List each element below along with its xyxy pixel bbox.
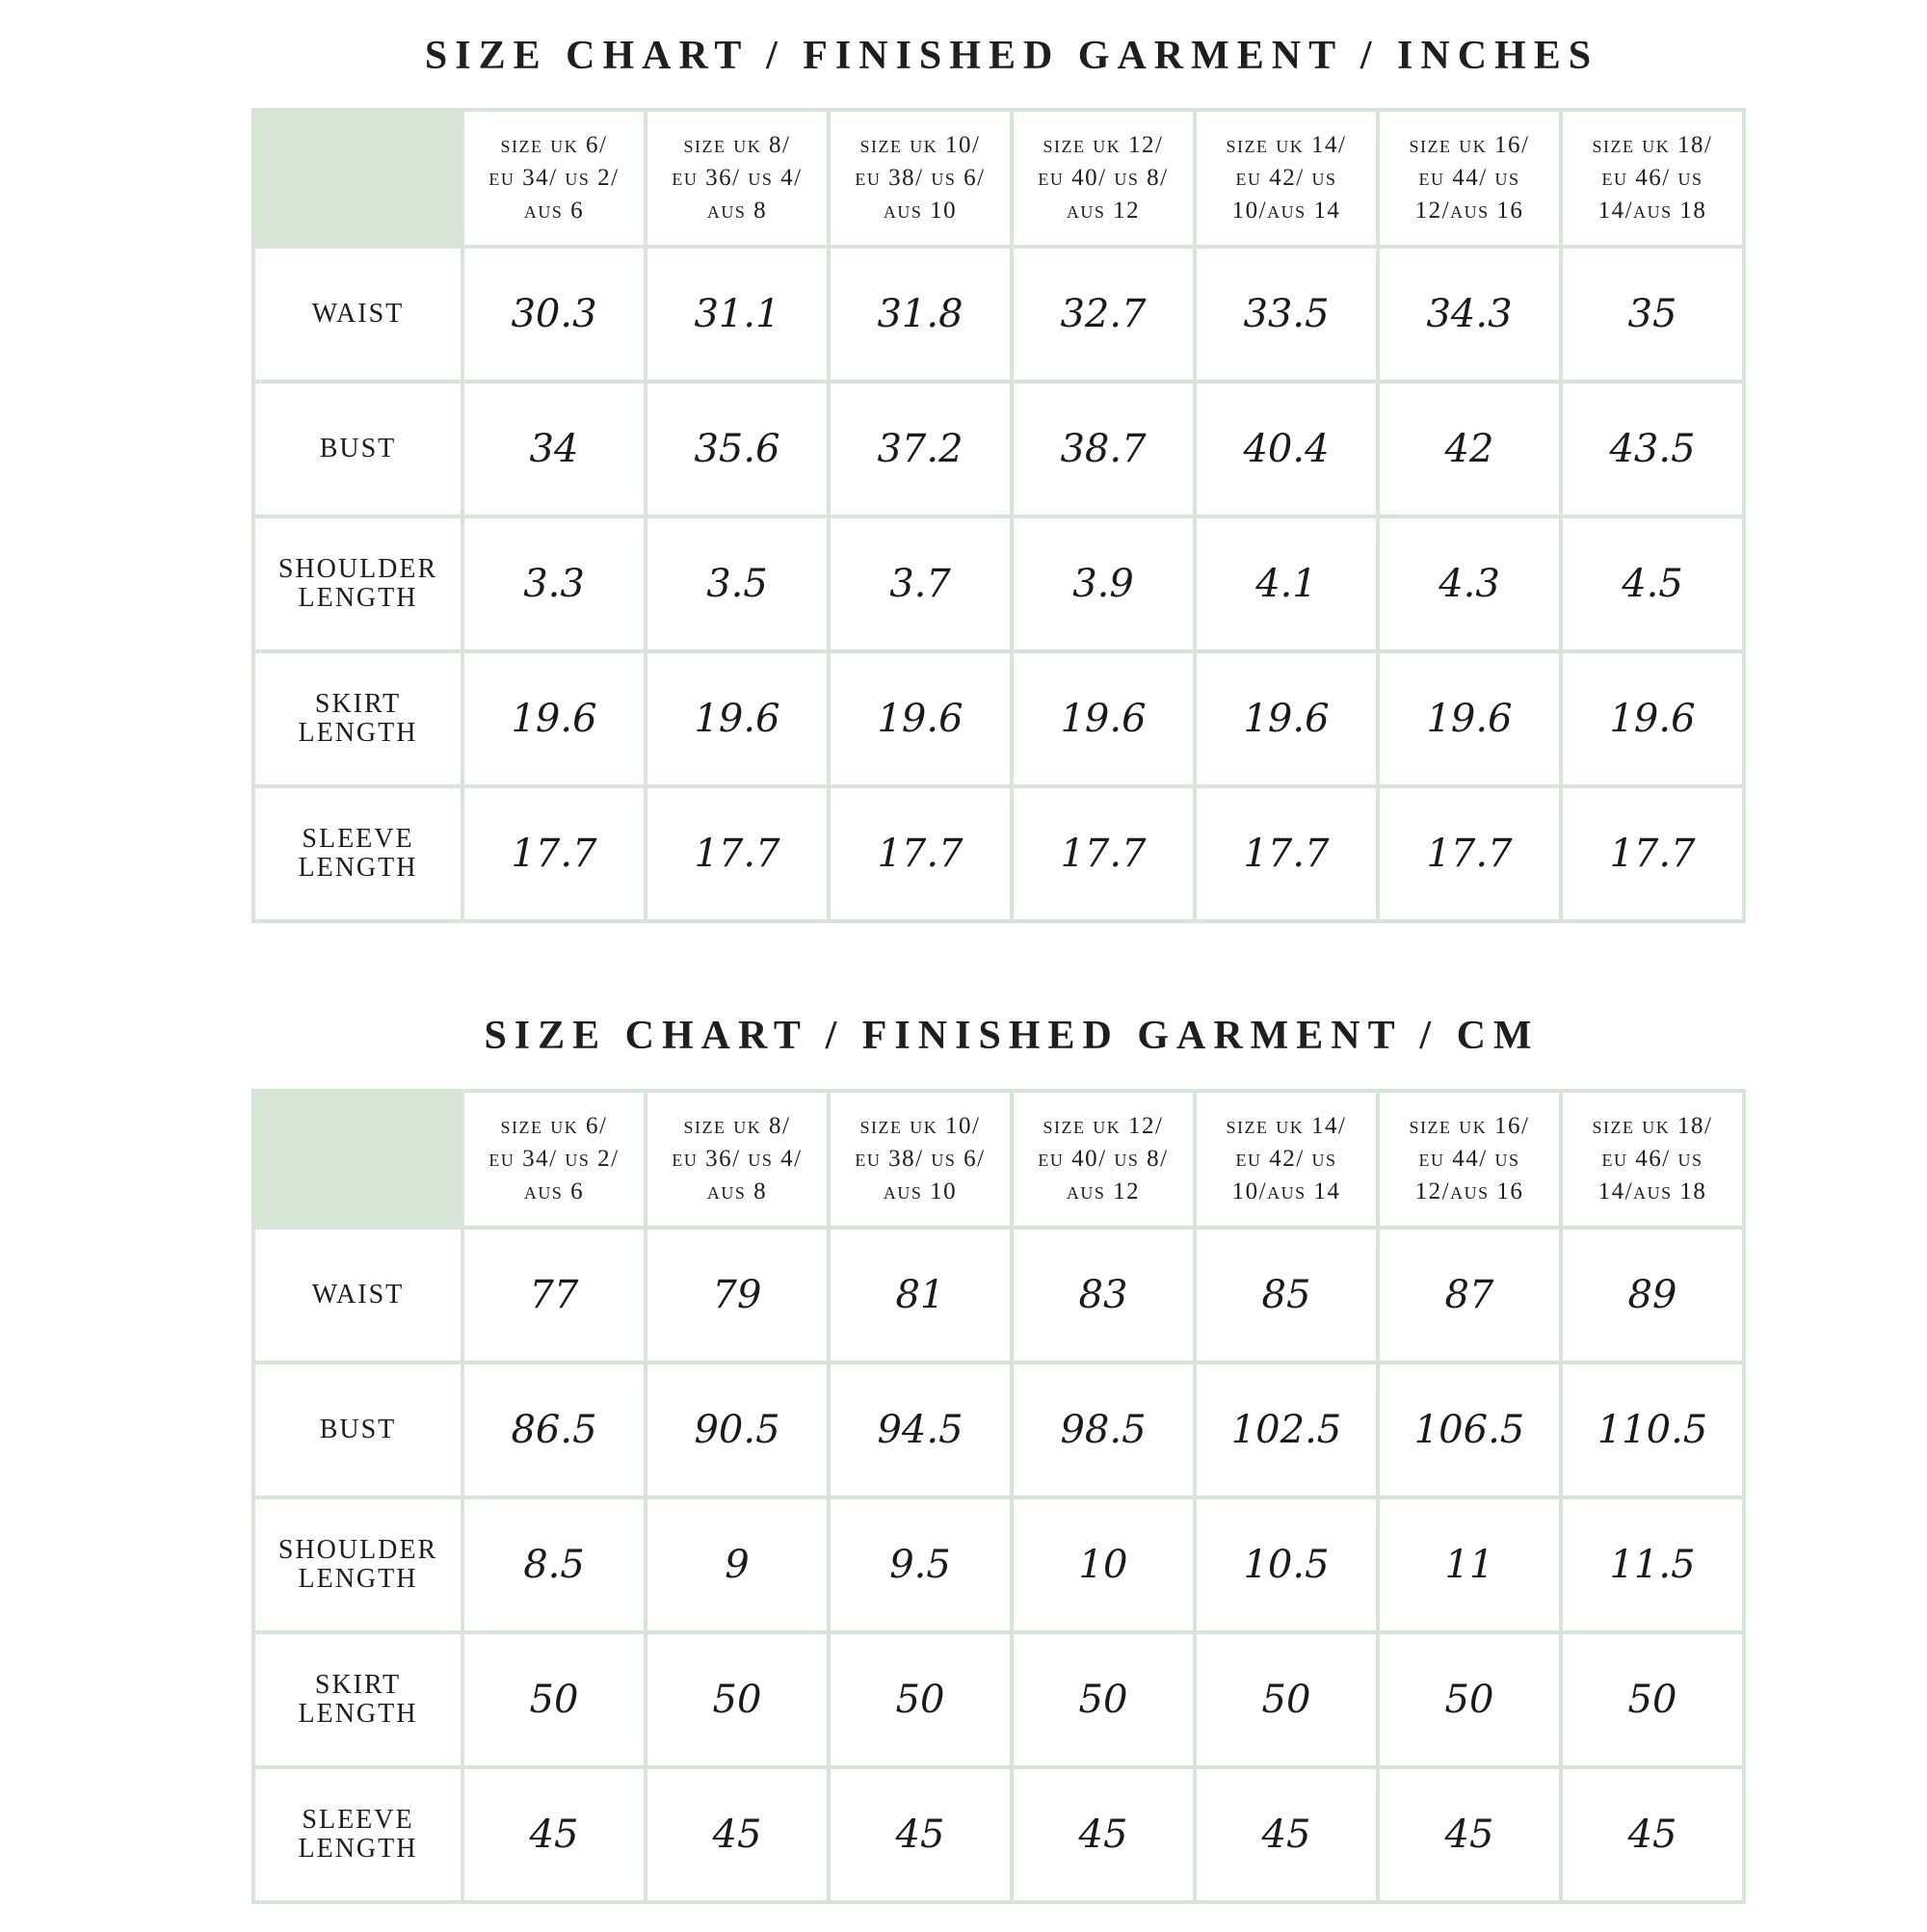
- measurement-value: 79: [646, 1228, 829, 1363]
- measurement-value: 17.7: [1012, 786, 1195, 921]
- measurement-label: SHOULDER LENGTH: [253, 1497, 462, 1632]
- measurement-value: 17.7: [646, 786, 829, 921]
- size-column-header: size uk 18/ eu 46/ us 14/aus 18: [1561, 1091, 1744, 1228]
- measurement-value: 17.7: [1561, 786, 1744, 921]
- size-header-row: [253, 1091, 1744, 1228]
- measurement-value: 10: [1012, 1497, 1195, 1632]
- measurement-value: 19.6: [1378, 651, 1561, 786]
- measurement-value: 50: [462, 1632, 646, 1767]
- measurement-label: WAIST: [253, 247, 462, 382]
- measurement-label: WAIST: [253, 1228, 462, 1363]
- measurement-row: [253, 651, 1744, 786]
- measurement-value: 50: [646, 1632, 829, 1767]
- measurement-value: 90.5: [646, 1363, 829, 1497]
- measurement-value: 17.7: [829, 786, 1012, 921]
- size-column-header: size uk 12/ eu 40/ us 8/ aus 12: [1012, 1091, 1195, 1228]
- measurement-label: BUST: [253, 382, 462, 516]
- measurement-value: 34.3: [1378, 247, 1561, 382]
- measurement-value: 32.7: [1012, 247, 1195, 382]
- measurement-label: SLEEVE LENGTH: [253, 1767, 462, 1902]
- measurement-value: 17.7: [1195, 786, 1378, 921]
- measurement-value: 83: [1012, 1228, 1195, 1363]
- measurement-value: 19.6: [646, 651, 829, 786]
- measurement-row: [253, 1228, 1744, 1363]
- size-column-header: size uk 16/ eu 44/ us 12/aus 16: [1378, 1091, 1561, 1228]
- header-corner-cell: [253, 110, 462, 247]
- measurement-row: [253, 1767, 1744, 1902]
- measurement-row: [253, 1632, 1744, 1767]
- measurement-value: 106.5: [1378, 1363, 1561, 1497]
- measurement-value: 34: [462, 382, 646, 516]
- measurement-row: [253, 382, 1744, 516]
- size-chart-inches-table: [251, 108, 1746, 923]
- size-column-header: size uk 14/ eu 42/ us 10/aus 14: [1195, 110, 1378, 247]
- size-header-row: [253, 110, 1744, 247]
- measurement-value: 50: [1561, 1632, 1744, 1767]
- measurement-value: 110.5: [1561, 1363, 1744, 1497]
- measurement-value: 94.5: [829, 1363, 1012, 1497]
- measurement-value: 9: [646, 1497, 829, 1632]
- measurement-label: SLEEVE LENGTH: [253, 786, 462, 921]
- measurement-value: 35.6: [646, 382, 829, 516]
- size-column-header: size uk 16/ eu 44/ us 12/aus 16: [1378, 110, 1561, 247]
- measurement-value: 77: [462, 1228, 646, 1363]
- measurement-value: 19.6: [1561, 651, 1744, 786]
- measurement-value: 19.6: [462, 651, 646, 786]
- size-column-header: size uk 8/ eu 36/ us 4/ aus 8: [646, 1091, 829, 1228]
- measurement-value: 17.7: [1378, 786, 1561, 921]
- measurement-value: 43.5: [1561, 382, 1744, 516]
- measurement-value: 50: [1378, 1632, 1561, 1767]
- measurement-label: SKIRT LENGTH: [253, 1632, 462, 1767]
- measurement-value: 31.1: [646, 247, 829, 382]
- measurement-value: 3.3: [462, 516, 646, 651]
- measurement-value: 4.1: [1195, 516, 1378, 651]
- measurement-value: 45: [1561, 1767, 1744, 1902]
- measurement-value: 42: [1378, 382, 1561, 516]
- size-chart-cm-title: SIZE CHART / FINISHED GARMENT / CM: [484, 1014, 1540, 1058]
- measurement-value: 102.5: [1195, 1363, 1378, 1497]
- measurement-value: 19.6: [829, 651, 1012, 786]
- measurement-value: 45: [646, 1767, 829, 1902]
- size-column-header: size uk 6/ eu 34/ us 2/ aus 6: [462, 110, 646, 247]
- size-chart-cm-table: [251, 1089, 1746, 1904]
- measurement-label: SHOULDER LENGTH: [253, 516, 462, 651]
- measurement-label: SKIRT LENGTH: [253, 651, 462, 786]
- measurement-value: 50: [1195, 1632, 1378, 1767]
- measurement-value: 11.5: [1561, 1497, 1744, 1632]
- measurement-value: 45: [1012, 1767, 1195, 1902]
- measurement-value: 50: [1012, 1632, 1195, 1767]
- measurement-value: 30.3: [462, 247, 646, 382]
- measurement-value: 10.5: [1195, 1497, 1378, 1632]
- size-column-header: size uk 10/ eu 38/ us 6/ aus 10: [829, 110, 1012, 247]
- measurement-row: [253, 516, 1744, 651]
- measurement-value: 33.5: [1195, 247, 1378, 382]
- measurement-value: 45: [829, 1767, 1012, 1902]
- measurement-value: 17.7: [462, 786, 646, 921]
- measurement-value: 11: [1378, 1497, 1561, 1632]
- measurement-value: 35: [1561, 247, 1744, 382]
- measurement-value: 31.8: [829, 247, 1012, 382]
- size-column-header: size uk 8/ eu 36/ us 4/ aus 8: [646, 110, 829, 247]
- measurement-value: 19.6: [1012, 651, 1195, 786]
- measurement-value: 3.5: [646, 516, 829, 651]
- size-column-header: size uk 6/ eu 34/ us 2/ aus 6: [462, 1091, 646, 1228]
- measurement-value: 81: [829, 1228, 1012, 1363]
- measurement-value: 85: [1195, 1228, 1378, 1363]
- measurement-value: 50: [829, 1632, 1012, 1767]
- measurement-row: [253, 1497, 1744, 1632]
- measurement-value: 89: [1561, 1228, 1744, 1363]
- measurement-value: 98.5: [1012, 1363, 1195, 1497]
- size-column-header: size uk 14/ eu 42/ us 10/aus 14: [1195, 1091, 1378, 1228]
- measurement-label: BUST: [253, 1363, 462, 1497]
- measurement-value: 8.5: [462, 1497, 646, 1632]
- measurement-value: 3.9: [1012, 516, 1195, 651]
- measurement-value: 45: [1195, 1767, 1378, 1902]
- measurement-value: 45: [1378, 1767, 1561, 1902]
- size-column-header: size uk 12/ eu 40/ us 8/ aus 12: [1012, 110, 1195, 247]
- measurement-row: [253, 786, 1744, 921]
- size-column-header: size uk 10/ eu 38/ us 6/ aus 10: [829, 1091, 1012, 1228]
- measurement-value: 38.7: [1012, 382, 1195, 516]
- measurement-value: 87: [1378, 1228, 1561, 1363]
- measurement-value: 4.5: [1561, 516, 1744, 651]
- header-corner-cell: [253, 1091, 462, 1228]
- measurement-value: 86.5: [462, 1363, 646, 1497]
- measurement-value: 37.2: [829, 382, 1012, 516]
- measurement-value: 9.5: [829, 1497, 1012, 1632]
- measurement-row: [253, 1363, 1744, 1497]
- measurement-value: 4.3: [1378, 516, 1561, 651]
- measurement-value: 45: [462, 1767, 646, 1902]
- size-column-header: size uk 18/ eu 46/ us 14/aus 18: [1561, 110, 1744, 247]
- measurement-value: 3.7: [829, 516, 1012, 651]
- measurement-value: 19.6: [1195, 651, 1378, 786]
- measurement-row: [253, 247, 1744, 382]
- measurement-value: 40.4: [1195, 382, 1378, 516]
- size-chart-inches-title: SIZE CHART / FINISHED GARMENT / INCHES: [424, 34, 1599, 78]
